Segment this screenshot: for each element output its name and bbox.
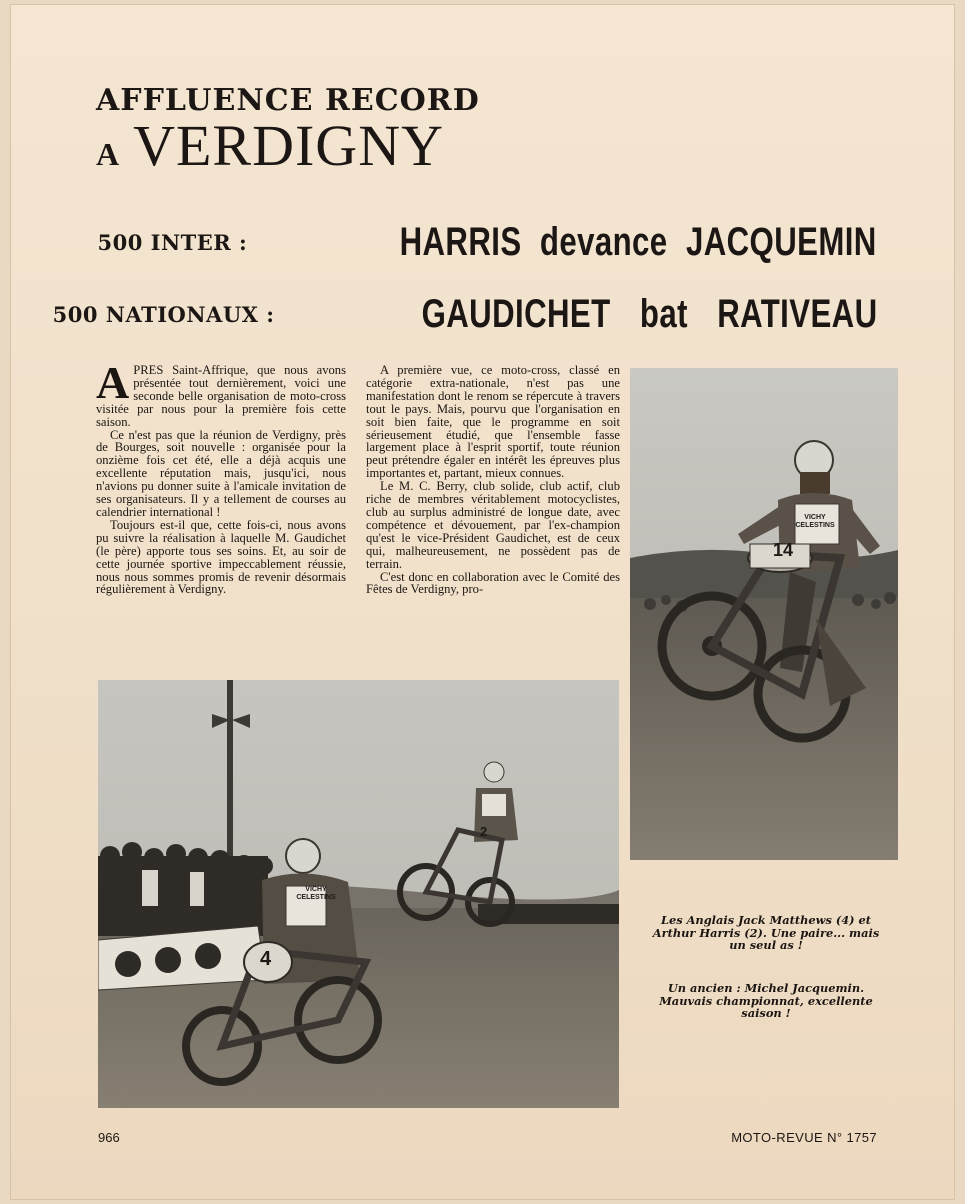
- paragraph: Le M. C. Berry, club solide, club actif, club riche de membres véritablement motocyclistes, club au surplus administré de longue date, avec compétence et dévouement, par l'ex-champion qu'est le vice-Président Gaudichet, est de ceux qui, malheureusement, ne possèdent pas de terrain.: [366, 479, 620, 571]
- caption-jacquemin: Un ancien : Michel Jacquemin. Mauvais championnat, excellente saison !: [659, 981, 873, 1020]
- magazine-issue: MOTO-REVUE N° 1757: [731, 1130, 877, 1145]
- paragraph: Toujours est-il que, cette fois-ci, nous avons pu suivre la réalisation à laquelle M. Gaudichet (le père) apporte tous ses soins. Et, au soir de cette journée sportive impeccablement réussie, nous nous sommes promis de revenir désormais régulièrement à Verdigny.: [96, 517, 346, 597]
- body-column-2: [366, 364, 620, 596]
- magazine-page: [10, 4, 955, 1200]
- caption-matthews-harris: Les Anglais Jack Matthews (4) et Arthur Harris (2). Une paire... mais un seul as !: [652, 913, 880, 952]
- headline-500-inter: [97, 220, 877, 265]
- title-main: VERDIGNY: [133, 113, 444, 178]
- paragraph: Ce n'est pas que la réunion de Verdigny, près de Bourges, soit nouvelle : organisée pour la onzième fois cet été, elle a déjà acquis une excellente réputation mais, jusqu'ici, nous n'avions pu donner suite à l'amicale invitation de ses organisateurs. Il y a tellement de courses au calendrier international !: [96, 427, 346, 519]
- headline-label: 500 NATIONAUX :: [52, 302, 275, 327]
- headline-result: HARRIS devance JACQUEMIN: [399, 220, 877, 264]
- body-column-1: [96, 357, 346, 597]
- bib-number-4: 4: [260, 948, 272, 970]
- headline-500-nationaux: [53, 292, 877, 337]
- photo-rider-jumping-illustration: [630, 368, 898, 860]
- page-number: 966: [98, 1130, 120, 1145]
- paragraph: A première vue, ce moto-cross, classé en catégorie extra-nationale, n'est pas une manifestation dont le renom se répercute à travers tout le pays. Mais, pourvu que l'organisation en soit bien faite, que le programme en soit sérieusement étudié, que l'ensemble fasse largement place à l'esprit sportif, toute réunion peut prétendre égaler en intérêt les épreuves plus importantes et, partant, mieux connues.: [366, 363, 620, 481]
- headline-result: GAUDICHET bat RATIVEAU: [421, 292, 877, 336]
- paragraph: C'est donc en collaboration avec le Comité des Fêtes de Verdigny, pro-: [366, 569, 620, 597]
- photo-riders-race-illustration: [98, 680, 619, 1108]
- photo-riders-race: [98, 680, 619, 1108]
- paragraph: [96, 357, 346, 429]
- bib-number-14: 14: [773, 540, 794, 560]
- headline-label: 500 INTER :: [97, 230, 248, 255]
- bib-text-right: VICHY CELESTINS: [795, 514, 835, 529]
- paragraph-text: PRES Saint-Affrique, que nous avons présentée tout dernièrement, voici une seconde belle organisation de moto-cross visitée par nous pour la première fois cette saison.: [96, 363, 346, 429]
- article-title-line2: [96, 113, 516, 191]
- title-prefix: A: [96, 136, 120, 172]
- bib-number-2: 2: [480, 824, 488, 839]
- article-title-line1: AFFLUENCE RECORD: [96, 83, 480, 118]
- drop-cap: A: [96, 357, 130, 408]
- bib-text-left: VICHY CELESTINS: [296, 886, 336, 901]
- photo-rider-jumping: [630, 368, 898, 860]
